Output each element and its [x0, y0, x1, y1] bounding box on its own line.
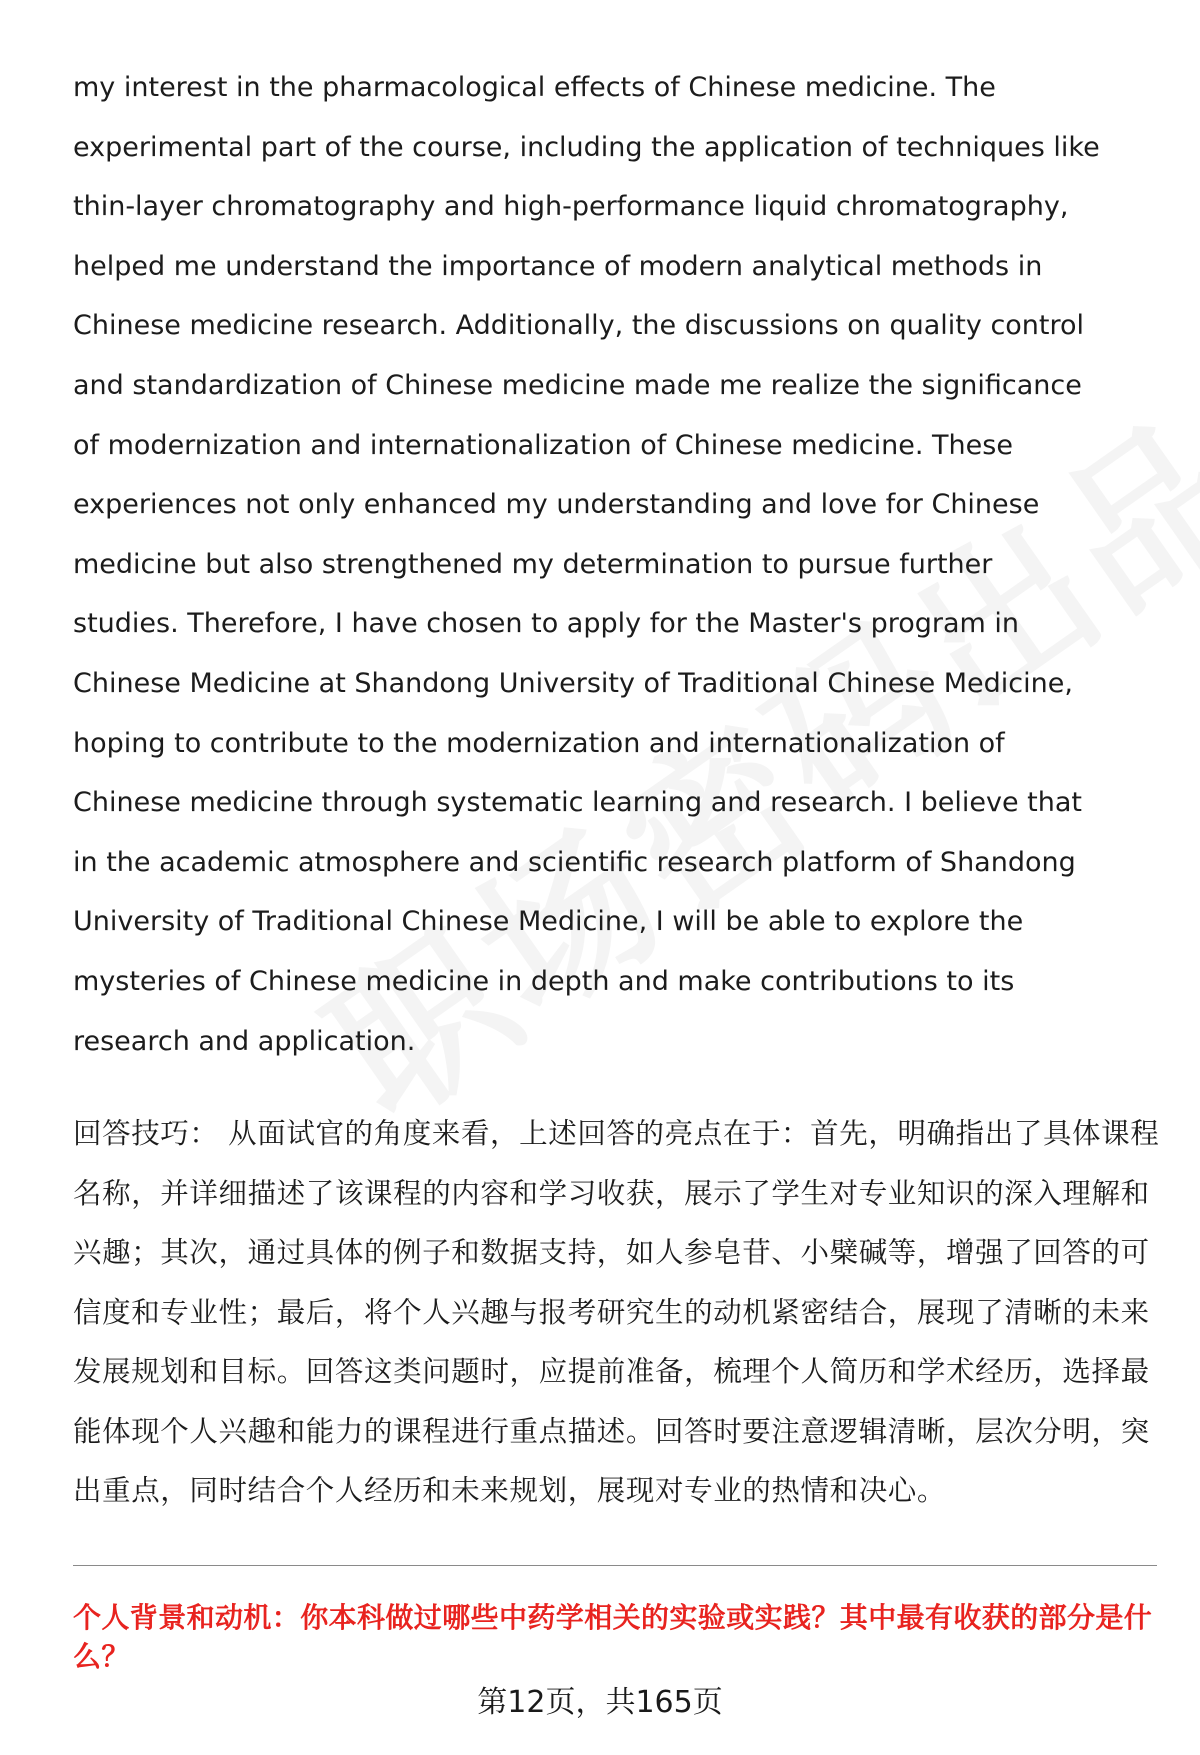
next-question-heading: 个人背景和动机：你本科做过哪些中药学相关的实验或实践？其中最有收获的部分是什么？ — [73, 1601, 1153, 1673]
page-number: 第12页，共165页 — [477, 1685, 723, 1720]
answer-body-paragraph: my interest in the pharmacological effects of Chinese medicine. The experimental part of the course, including the application of techniques like thin-layer chromatography and high-performance liquid chromatography, helped me understand the importance of modern analytical methods in Chinese medicine research. Additionally, the discussions on quality control and standardization of Chinese medicine made me realize the significance of modernization and internationalization of Chinese medicine. These experiences not only enhanced my understanding and love for Chinese medicine but also strengthened my determination to pursue further studies. Therefore, I have chosen to apply for the Master's program in Chinese Medicine at Shandong University of Traditional Chinese Medicine, hoping to contribute to the modernization and internationalization of Chinese medicine through systematic learning and research. I believe that in the academic atmosphere and scientific research platform of Shandong University of Traditional Chinese Medicine, I will be able to explore the mysteries of Chinese medicine in depth and make contributions to its research and application. — [73, 72, 1100, 1057]
answer-tips-paragraph: 回答技巧： 从面试官的角度来看，上述回答的亮点在于：首先，明确指出了具体课程名称，并详细描述了该课程的内容和学习收获，展示了学生对专业知识的深入理解和兴趣；其次，通过具体的例子和数据支持，如人参皂苷、小檗碱等，增强了回答的可信度和专业性；最后，将个人兴趣与报考研究生的动机紧密结合，展现了清晰的未来发展规划和目标。回答这类问题时，应提前准备，梳理个人简历和学术经历，选择最能体现个人兴趣和能力的课程进行重点描述。回答时要注意逻辑清晰，层次分明，突出重点，同时结合个人经历和未来规划，展现对专业的热情和决心。 — [73, 1117, 1160, 1507]
section-divider — [73, 1565, 1157, 1566]
